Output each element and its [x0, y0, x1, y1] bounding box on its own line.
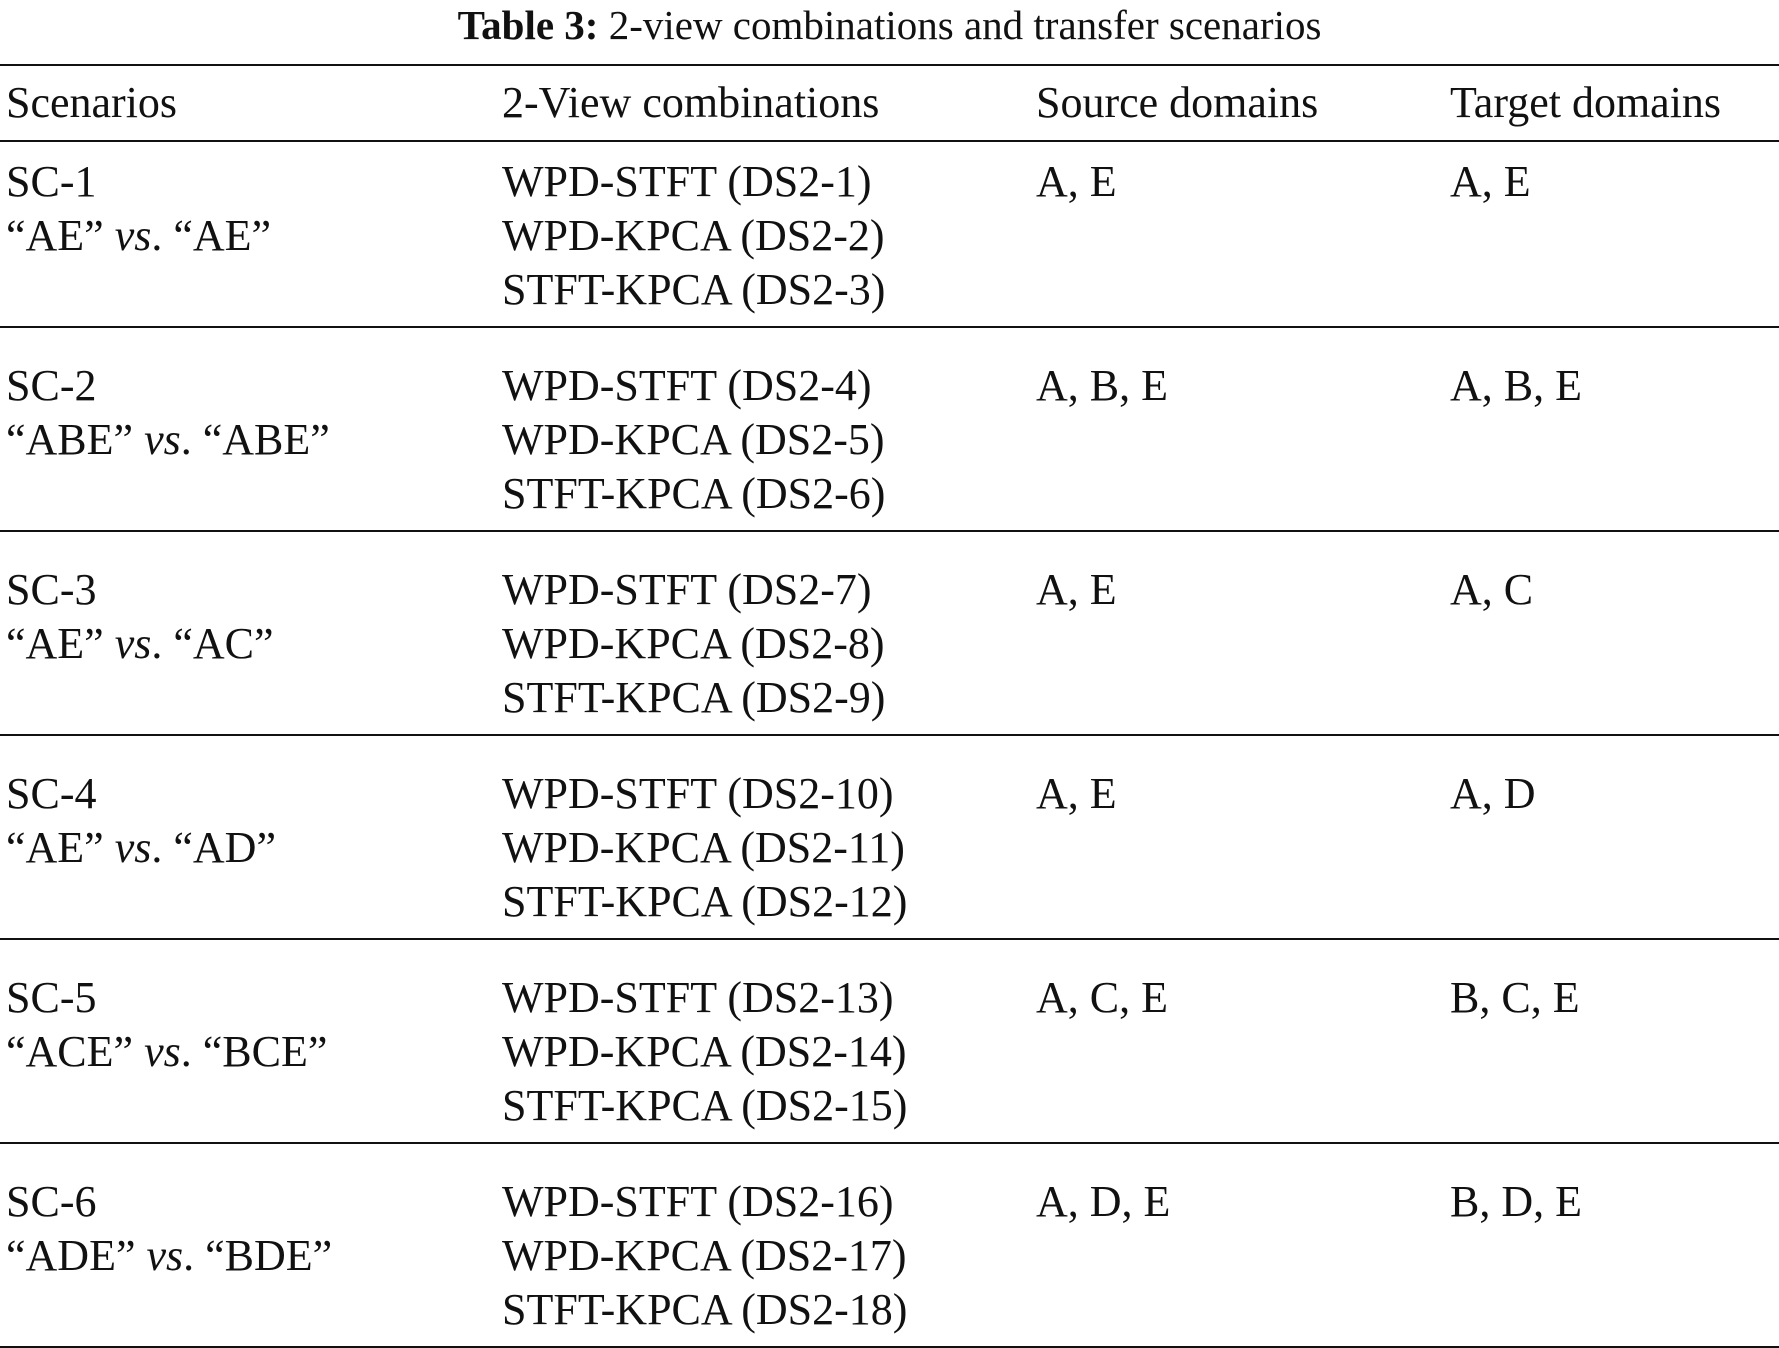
combination-item: WPD-STFT (DS2-7)	[502, 565, 872, 614]
target-domains-cell: A, C	[1450, 565, 1534, 614]
combination-item: STFT-KPCA (DS2-12)	[502, 877, 908, 926]
header-target-domains: Target domains	[1450, 78, 1722, 127]
combinations-cell	[502, 155, 885, 317]
combination-item: WPD-STFT (DS2-13)	[502, 973, 894, 1022]
combination-item: STFT-KPCA (DS2-9)	[502, 673, 886, 722]
row-rule	[0, 734, 1779, 736]
combination-item: WPD-STFT (DS2-1)	[502, 157, 872, 206]
target-domains-cell: B, C, E	[1450, 973, 1580, 1022]
header-combinations: 2-View combinations	[502, 78, 880, 127]
scenario-target-quote: “AC”	[173, 619, 274, 668]
combination-item: WPD-KPCA (DS2-8)	[502, 619, 885, 668]
scenario-id: SC-5	[6, 973, 97, 1022]
combination-item: WPD-KPCA (DS2-14)	[502, 1027, 907, 1076]
combination-item: WPD-STFT (DS2-4)	[502, 361, 872, 410]
scenario-cell	[6, 359, 330, 467]
vs-text: vs	[144, 1027, 181, 1076]
scenario-target-quote: “ABE”	[202, 415, 330, 464]
combinations-cell	[502, 1175, 907, 1337]
combination-item: STFT-KPCA (DS2-15)	[502, 1081, 908, 1130]
combination-item: STFT-KPCA (DS2-3)	[502, 265, 886, 314]
scenario-comparison: “ADE” vs. “BDE”	[6, 1231, 333, 1280]
source-domains-cell: A, D, E	[1036, 1177, 1171, 1226]
combinations-cell	[502, 359, 885, 521]
scenario-source-quote: “AE”	[6, 823, 104, 872]
target-domains-cell: B, D, E	[1450, 1177, 1582, 1226]
combination-item: WPD-STFT (DS2-10)	[502, 769, 894, 818]
scenario-comparison: “AE” vs. “AE”	[6, 211, 272, 260]
header-rule	[0, 140, 1779, 142]
source-domains-cell: A, E	[1036, 769, 1117, 818]
scenario-id: SC-4	[6, 769, 97, 818]
scenario-source-quote: “ABE”	[6, 415, 134, 464]
combination-item: WPD-KPCA (DS2-5)	[502, 415, 885, 464]
header-source-domains: Source domains	[1036, 78, 1319, 127]
vs-text: vs	[144, 415, 181, 464]
vs-text: vs	[146, 1231, 184, 1280]
scenario-target-quote: “AE”	[173, 211, 272, 260]
scenario-source-quote: “AE”	[6, 211, 104, 260]
scenario-cell	[6, 767, 276, 875]
combination-item: WPD-KPCA (DS2-17)	[502, 1231, 907, 1280]
source-domains-cell: A, E	[1036, 157, 1117, 206]
scenario-id: SC-6	[6, 1177, 97, 1226]
scenario-target-quote: “BCE”	[202, 1027, 328, 1076]
source-domains-cell: A, B, E	[1036, 361, 1168, 410]
scenario-id: SC-3	[6, 565, 97, 614]
combinations-cell	[502, 767, 907, 929]
scenario-target-quote: “BDE”	[205, 1231, 333, 1280]
scenario-cell	[6, 563, 274, 671]
scenario-cell	[6, 155, 271, 263]
header-scenarios: Scenarios	[6, 78, 178, 127]
scenario-source-quote: “ADE”	[6, 1231, 136, 1280]
combinations-cell	[502, 971, 907, 1133]
scenario-cell	[6, 1175, 332, 1283]
scenario-comparison: “AE” vs. “AD”	[6, 823, 276, 872]
table-caption-label: Table 3:	[457, 2, 599, 48]
combination-item: WPD-KPCA (DS2-11)	[502, 823, 905, 872]
target-domains-cell: A, D	[1450, 769, 1536, 818]
scenario-target-quote: “AD”	[173, 823, 276, 872]
row-rule	[0, 938, 1779, 940]
row-rule	[0, 326, 1779, 328]
scenario-comparison: “AE” vs. “AC”	[6, 619, 274, 668]
vs-text: vs	[114, 619, 152, 668]
source-domains-cell: A, C, E	[1036, 973, 1168, 1022]
combination-item: WPD-KPCA (DS2-2)	[502, 211, 885, 260]
combination-item: STFT-KPCA (DS2-6)	[502, 469, 886, 518]
combinations-cell	[502, 563, 885, 725]
scenario-source-quote: “ACE”	[6, 1027, 134, 1076]
vs-text: vs	[114, 823, 152, 872]
combination-item: STFT-KPCA (DS2-18)	[502, 1285, 908, 1334]
top-rule	[0, 64, 1779, 66]
scenario-cell	[6, 971, 327, 1079]
scenario-source-quote: “AE”	[6, 619, 104, 668]
source-domains-cell: A, E	[1036, 565, 1117, 614]
row-rule	[0, 1142, 1779, 1144]
target-domains-cell: A, E	[1450, 157, 1531, 206]
row-rule	[0, 530, 1779, 532]
vs-text: vs	[114, 211, 152, 260]
table-caption-text: 2-view combinations and transfer scenarios	[608, 2, 1322, 48]
scenario-comparison: “ABE” vs. “ABE”	[6, 415, 330, 464]
table-caption	[0, 0, 1779, 50]
scenario-comparison: “ACE” vs. “BCE”	[6, 1027, 328, 1076]
scenario-id: SC-1	[6, 157, 97, 206]
scenario-id: SC-2	[6, 361, 97, 410]
combination-item: WPD-STFT (DS2-16)	[502, 1177, 894, 1226]
target-domains-cell: A, B, E	[1450, 361, 1582, 410]
